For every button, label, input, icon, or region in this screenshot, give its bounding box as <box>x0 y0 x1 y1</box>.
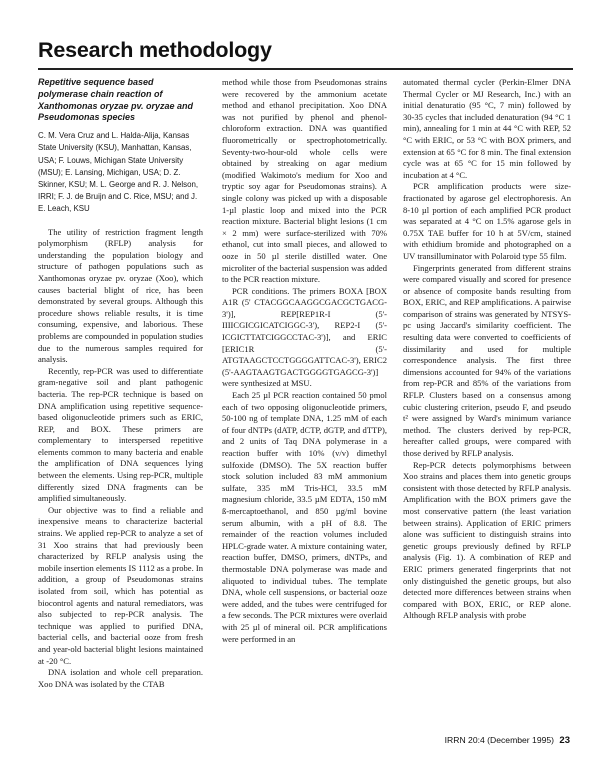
section-title: Research methodology <box>38 38 272 62</box>
paragraph: automated thermal cycler (Perkin-Elmer DNA Thermal Cycler or MJ Research, Inc.) with an initial denaturatio (95 °C, 7 min) followed by 30-35 cycles that included denaturation (94 °C 1 min), annealing for 1 min at 44 °C with REP, 52 °C with ERIC, or 53 °C with BOX primers, and extension at 65 °C for 8 min. The final extension cycle was at 65 °C for 15 min followed by incubation at 4 °C. <box>403 77 571 180</box>
column-2 <box>222 77 387 645</box>
paragraph: DNA isolation and whole cell preparation. Xoo DNA was isolated by the CTAB <box>38 667 203 689</box>
paragraph: Fingerprints generated from different strains were compared visually and scored for presence or absence of composite bands resulting from BOX, ERIC, and REP amplifications. A pairwise comparison of strains was generated by NTSYS-pc using Jaccard's similarity coefficient. The resulting data were converted to coefficients of dissimilarity and used for multiple correspondence analysis. The first three dimensions accounted for 94% of the variations from rep-PCR and 85% of the variations from RFLP. Clusters based on a consensus among cubic clustering criterion, pseudo F, and pseudo t² were assigned by Ward's minimum variance method. The clusters derived by rep-PCR, hereafter called groups, were compared with those derived by RFLP analysis. <box>403 262 571 458</box>
paragraph: PCR amplification products were size-fractionated by agarose gel electrophoresis. An 8-10 µl portion of each amplified PCR product was separated at 4 °C on 1.5% agarose gels in 0.75X TAE buffer for 10 h at 5V/cm, stained with ethidium bromide and photographed on a UV transilluminator with Polaroid type 55 film. <box>403 181 571 261</box>
article-title: Repetitive sequence based polymerase chain reaction of Xanthomonas oryzae pv. oryzae and Pseudomonas species <box>38 77 194 123</box>
paragraph: Rep-PCR detects polymorphisms between Xoo strains and places them into genetic groups consistent with those detected by RFLP analysis. Amplification with the BOX primers gave the most conservative pattern (the least variation between strains). Application of ERIC primers alone was sufficient to distinguish strains into genetic groups previously defined by RFLP analysis (Fig. 1). A combination of REP and ERIC primers generated fingerprints that not only distinguished the genetic groups, but also detected more differences between strains when compared with BOX, ERIC, or REP alone. Although RFLP analysis with probe <box>403 459 571 621</box>
column-3 <box>403 77 571 622</box>
page-footer <box>445 735 570 746</box>
paragraph: The utility of restriction fragment length polymorphism (RFLP) analysis for understanding the population biology and structure of pathogen populations such as Xanthomonas oryzae pv. oryzae (Xoo), which causes bacterial blight of rice, has been demonstrated by several groups. Although this procedure shows reliable results, it is time consuming, expensive, and laborious. These problems are compounded in population studies due to the numerous samples required for analysis. <box>38 226 203 365</box>
paragraph: Each 25 µl PCR reaction contained 50 pmol each of two opposing oligonucleotide primers, 50-100 ng of template DNA, 1.25 mM of each of four dNTPs (dATP, dCTP, dGTP, and dTTP), and 2 units of Taq DNA polymerase in a reaction buffer with 10% (v/v) dimethyl sulfoxide (DMSO). The 5X reaction buffer stock solution included 83 mM ammonium sulfate, 335 mM Tris-HCl, 33.5 mM magnesium chloride, 33.5 µM EDTA, 150 mM ß-mercaptoethanol, and 850 µg/ml bovine serum albumin, with a pH of 8.8. The remainder of the reaction volumes included HPLC-grade water. A mixture containing water, reaction buffer, DMSO, primers, dNTPs, and thermostable DNA polymerase was made and aliquoted to individual tubes. The template DNA, whole cell suspensions, or bacterial ooze were added, and the tubes were centrifuged for a few seconds. The PCR mixtures were overlaid with 25 µl of mineral oil. PCR amplifications were performed in an <box>222 390 387 644</box>
paragraph: Recently, rep-PCR was used to differentiate gram-negative soil and plant pathogenic bacteria. The rep-PCR technique is based on DNA amplification using repetitive sequence-based oligonucleotide primers such as ERIC, REP, and BOX. These primers are complementary to interspersed repetitive elements common to many bacteria and enable the amplification of DNA sequences lying between the elements. Using rep-PCR, multiple differently sized DNA fragments can be amplified simultaneously. <box>38 365 203 504</box>
journal-citation: IRRN 20:4 (December 1995) <box>444 735 555 745</box>
author-list: C. M. Vera Cruz and L. Halda-Alija, Kansas State University (KSU), Manhattan, Kansas, USA; F. Louws, Michigan State University (MSU); E. Lansing, Michigan, USA; D. Z. Skinner, KSU; M. L. George and R. J. Nelson, IRRI; F. J. de Bruijn and C. Rice, MSU; and J. E. Leach, KSU <box>38 131 199 214</box>
paragraph: method while those from Pseudomonas strains were recovered by the ammonium acetate method and ethanol precipitation. Xoo DNA was not purified by phenol and phenol-chloroform extraction. DNA was quantified fluorometrically or spectrophotometrically. Seventy-two-hour-old whole cells were obtained by streaking on agar medium (modified Wakimoto's medium for Xoo and tryptic soy agar for Pseudomonas strains). A single colony was picked up with a disposable 1-µl plastic loop and mixed into the PCR reaction mixture. Bacterial blight lesions (1 cm × 2 mm) were surface-sterilized with 70% ethanol, cut into small pieces, and allowed to ooze in 50 µl sterile distilled water. One microliter of the bacterial suspension was added to the PCR reaction mixture. <box>222 77 387 285</box>
title-rule <box>38 68 573 70</box>
paragraph: Our objective was to find a reliable and inexpensive means to characterize bacterial strains. We applied rep-PCR to analyze a set of 31 Xoo strains that had previously been characterized by RFLP analysis using the mobile insertion elements IS 1112 as a probe. In addition, a group of Pseudomonas strains isolated from soil, which has potential as biocontrol agents and natural remediators, was also subjected to rep-PCR analysis. The technique was applied to purified DNA, bacterial cells, and bacterial ooze from fresh and year-old bacterial blight lesions maintained at -20 °C. <box>38 504 203 666</box>
paragraph: PCR conditions. The primers BOXA [BOX A1R (5' CTACGGCAAGGCGACGCTGACG-3')], REP[REP1R-I (5'-IIIICGICGICATCIGGC-3'), REP2-I (5'-ICGICTTATCIGGCCTAC-3')], and ERIC [ERIC1R (5'-ATGTAAGCTCCTGGGGATTCAC-3'), ERIC2 (5'-AAGTAAGTGACTGGGGTGAGCG-3')] were synthesized at MSU. <box>222 285 387 389</box>
page-number: 23 <box>559 735 570 746</box>
column-1 <box>38 77 203 690</box>
